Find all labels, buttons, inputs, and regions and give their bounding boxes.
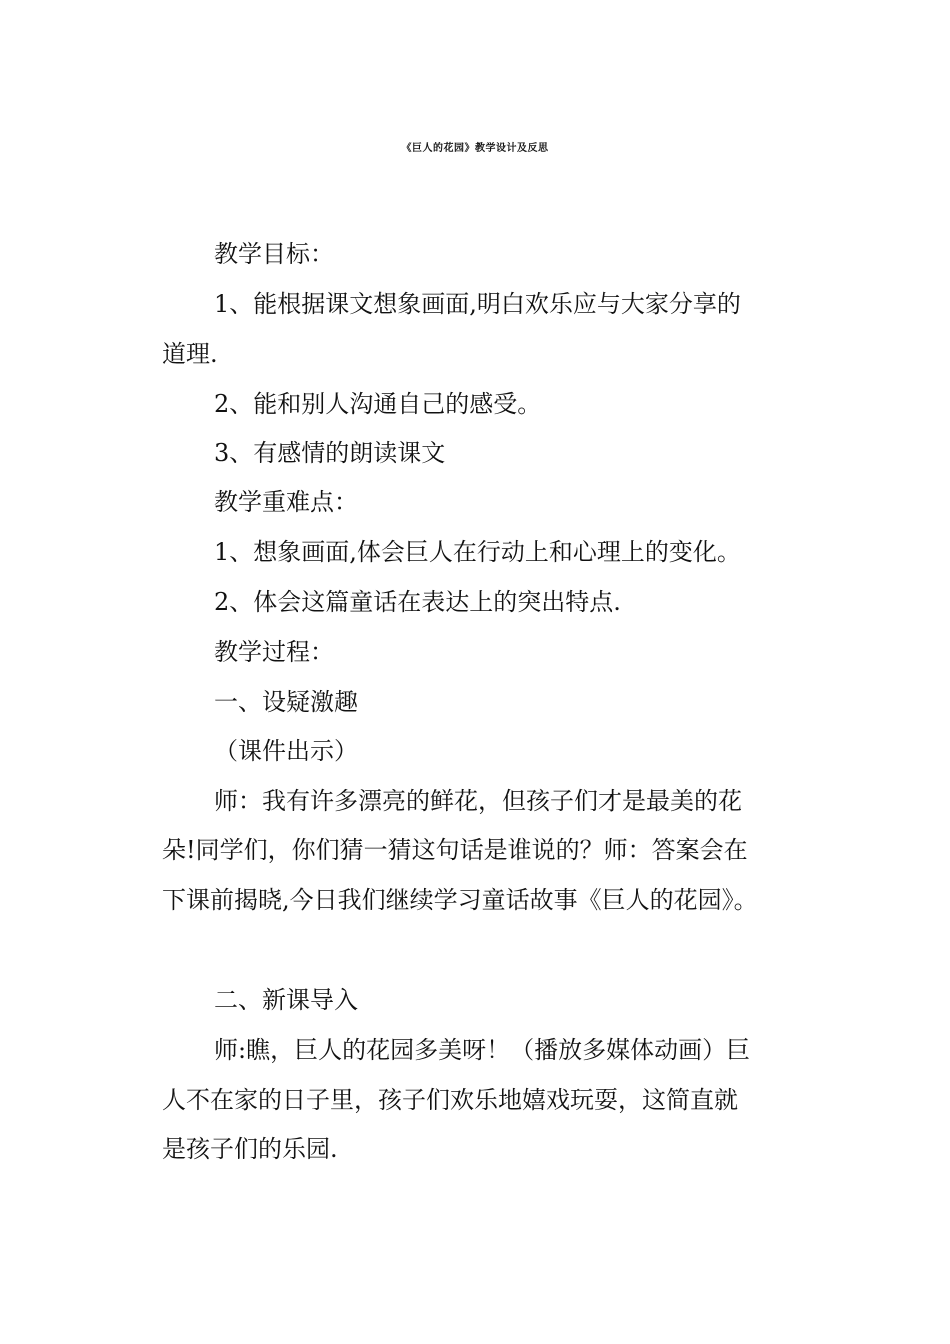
goals-heading: 教学目标： (214, 240, 334, 268)
difficulty-2: 2、体会这篇童话在表达上的突出特点. (214, 588, 621, 616)
section-1-paragraph-line-2: 朵!同学们，你们猜一猜这句话是谁说的？师：答案会在 (162, 836, 748, 864)
goal-1-line-2: 道理. (162, 340, 218, 368)
goal-2: 2、能和别人沟通自己的感受。 (214, 390, 542, 418)
section-1-heading: 一、设疑激趣 (214, 688, 358, 716)
section-2-paragraph-line-1: 师:瞧，巨人的花园多美呀！（播放多媒体动画）巨 (214, 1036, 751, 1064)
goal-3: 3、有感情的朗读课文 (214, 439, 446, 467)
difficulties-heading: 教学重难点： (214, 488, 358, 516)
section-1-note: （课件出示） (214, 737, 358, 765)
section-2-paragraph-line-2: 人不在家的日子里，孩子们欢乐地嬉戏玩耍，这简直就 (162, 1086, 738, 1114)
difficulty-1: 1、想象画面,体会巨人在行动上和心理上的变化。 (214, 538, 741, 566)
section-2-heading: 二、新课导入 (214, 986, 358, 1014)
goal-1-line-1: 1、能根据课文想象画面,明白欢乐应与大家分享的 (214, 290, 741, 318)
document-title: 《巨人的花园》教学设计及反思 (401, 143, 549, 154)
section-2-paragraph-line-3: 是孩子们的乐园. (162, 1135, 338, 1163)
process-heading: 教学过程： (214, 638, 334, 666)
section-1-paragraph-line-3: 下课前揭晓,今日我们继续学习童话故事《巨人的花园》。 (162, 886, 758, 914)
section-1-paragraph-line-1: 师：我有许多漂亮的鲜花，但孩子们才是最美的花 (214, 787, 742, 815)
